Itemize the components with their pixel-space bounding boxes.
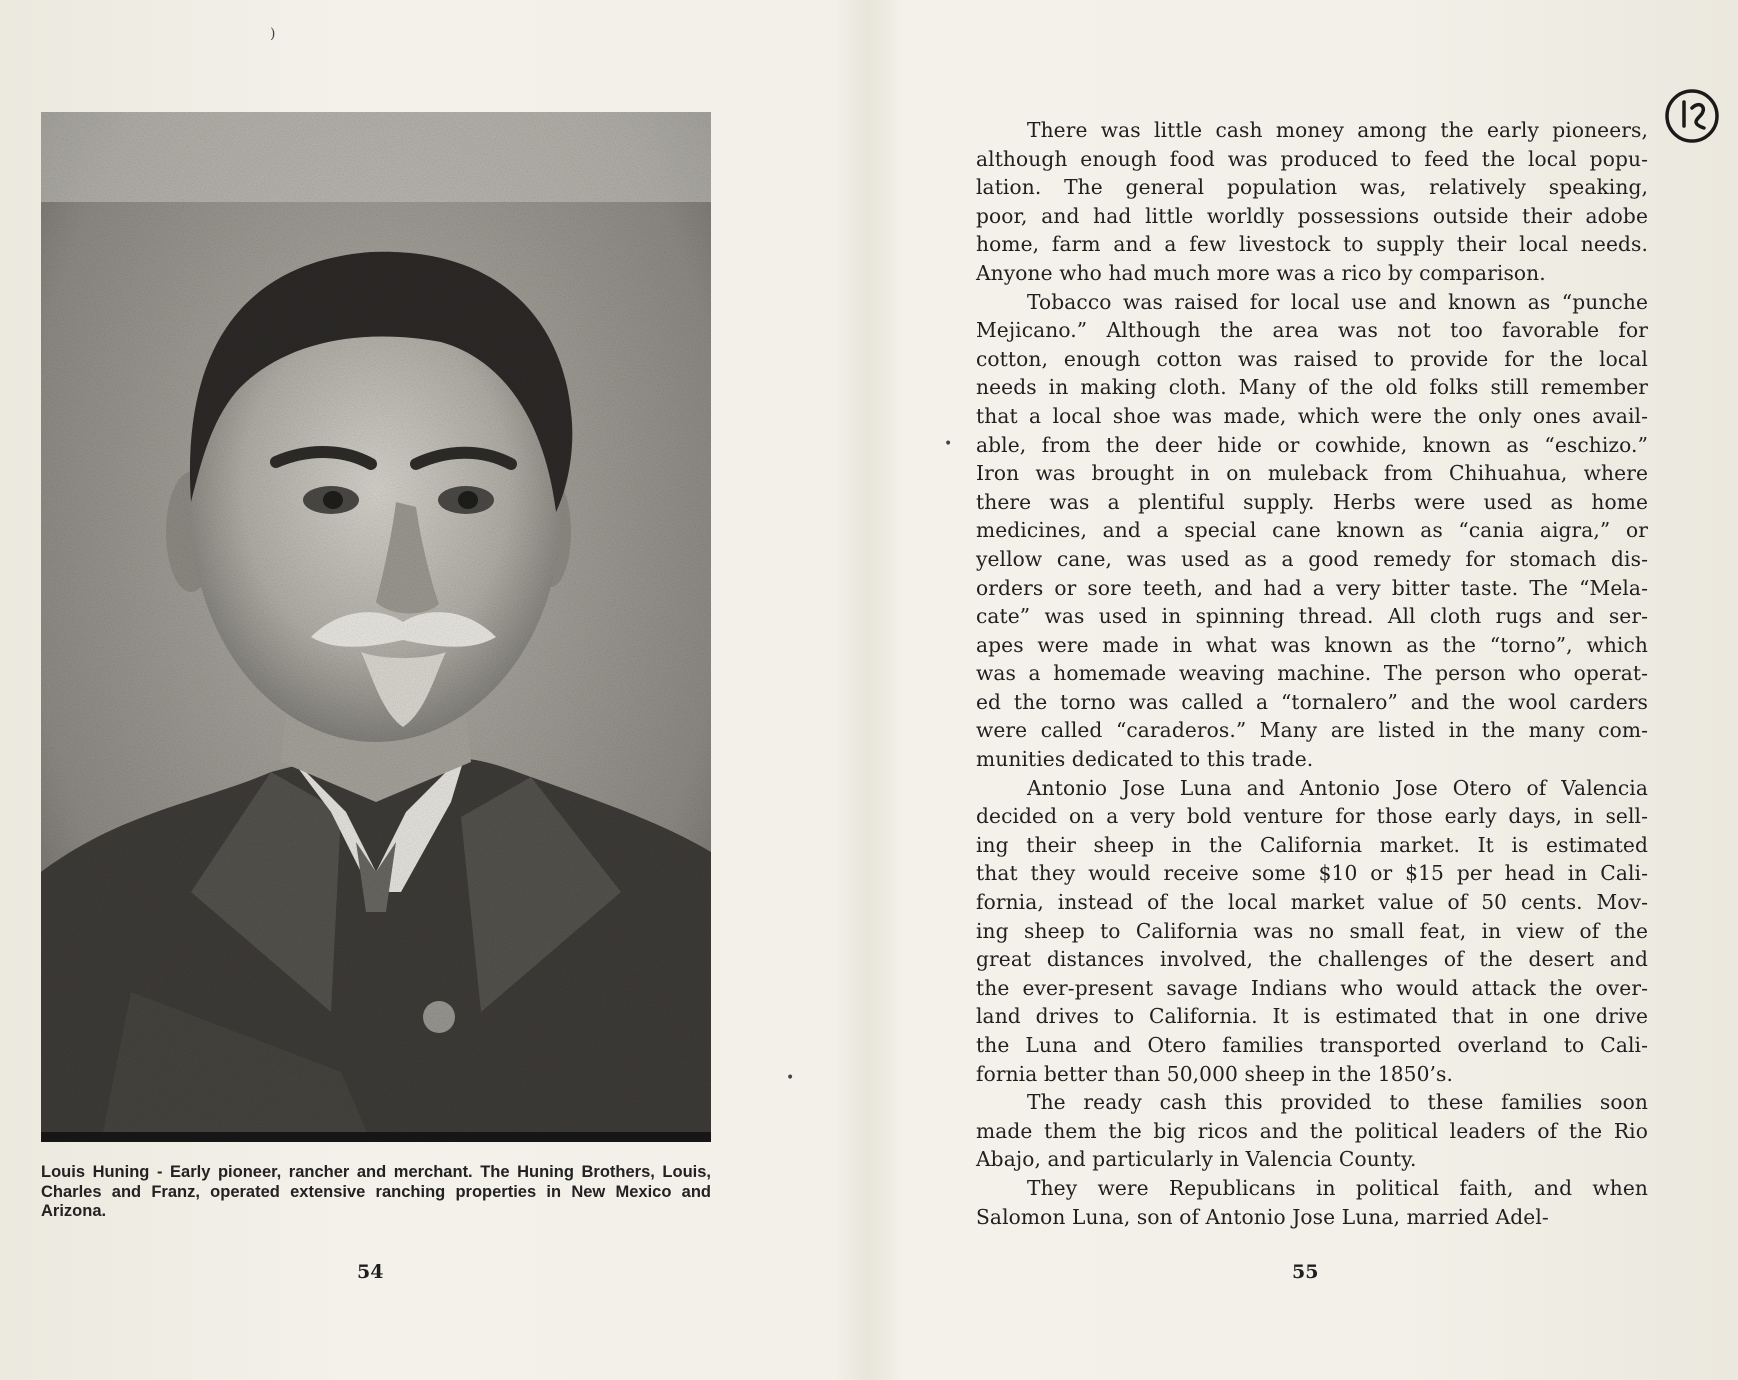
text-line: Mejicano.” Although the area was not too favorable for: [976, 318, 1648, 343]
right-page: [860, 0, 1738, 1380]
text-line: made them the big ricos and the political leaders of the Rio: [976, 1118, 1648, 1143]
text-line: ing their sheep in the California market. It is estimated: [976, 832, 1648, 857]
page-number-right: 55: [1292, 1261, 1319, 1283]
text-line: land drives to California. It is estimated that in one drive: [976, 1004, 1648, 1029]
text-line: Tobacco was raised for local use and known as “punche: [1027, 289, 1648, 314]
stray-dot: ): [270, 26, 276, 42]
text-line: ed the torno was called a “tornalero” and the wool carders: [976, 689, 1648, 714]
text-line: were called “caraderos.” Many are listed in the many com-: [976, 718, 1648, 743]
handwritten-circled-mark: [1662, 86, 1722, 146]
text-line: home, farm and a few livestock to supply their local needs.: [976, 232, 1648, 257]
text-line: medicines, and a special cane known as “cania aigra,” or: [976, 518, 1648, 543]
text-line: the Luna and Otero families transported overland to Cali-: [976, 1033, 1648, 1057]
text-line: Salomon Luna, son of Antonio Jose Luna, married Adel-: [976, 1204, 1549, 1229]
stray-dot: •: [786, 1070, 795, 1086]
text-line: although enough food was produced to feed the local popu-: [976, 146, 1648, 171]
portrait-photo: [41, 112, 711, 1142]
text-line: the ever-present savage Indians who would attack the over-: [976, 975, 1648, 1000]
text-line: There was little cash money among the early pioneers,: [1027, 118, 1648, 142]
text-line: yellow cane, was used as a good remedy for stomach dis-: [976, 546, 1648, 571]
text-line: cate” was used in spinning thread. All cloth rugs and ser-: [976, 604, 1648, 629]
text-line: cotton, enough cotton was raised to provide for the local: [976, 346, 1648, 371]
body-text: [976, 116, 1648, 1231]
text-line: orders or sore teeth, and had a very bitter taste. The “Mela-: [976, 575, 1648, 600]
text-line: that they would receive some $10 or $15 per head in Cali-: [976, 861, 1648, 886]
text-line: lation. The general population was, relatively speaking,: [976, 175, 1648, 200]
left-page: [0, 0, 860, 1380]
text-line: munities dedicated to this trade.: [976, 747, 1314, 772]
text-line: fornia better than 50,000 sheep in the 1850’s.: [976, 1061, 1454, 1086]
text-line: Antonio Jose Luna and Antonio Jose Otero of Valencia: [1027, 775, 1648, 800]
stray-dot: •: [944, 436, 953, 452]
text-line: was a homemade weaving machine. The person who operat-: [976, 661, 1648, 686]
page-number-left: 54: [357, 1261, 384, 1283]
text-line: needs in making cloth. Many of the old folks still remember: [976, 375, 1648, 400]
text-line: apes were made in what was known as the “torno”, which: [976, 632, 1648, 657]
photo-caption: Louis Huning - Early pioneer, rancher and merchant. The Huning Brothers, Louis, Charles and Franz, operated extensive ranching properties in New Mexico and Arizona.: [41, 1163, 711, 1220]
text-line: poor, and had little worldly possessions outside their adobe: [976, 203, 1648, 228]
text-line: They were Republicans in political faith, and when: [1027, 1175, 1648, 1200]
portrait-illustration: [41, 112, 711, 1142]
text-line: fornia, instead of the local market value of 50 cents. Mov-: [976, 890, 1648, 915]
text-line: able, from the deer hide or cowhide, known as “eschizo.”: [976, 432, 1648, 457]
text-line: there was a plentiful supply. Herbs were used as home: [976, 489, 1648, 514]
text-line: decided on a very bold venture for those early days, in sell-: [976, 804, 1648, 829]
text-line: The ready cash this provided to these families soon: [1027, 1090, 1648, 1115]
text-line: Anyone who had much more was a rico by comparison.: [976, 260, 1546, 285]
text-line: that a local shoe was made, which were the only ones avail-: [976, 403, 1648, 428]
text-line: Abajo, and particularly in Valencia County.: [976, 1147, 1417, 1172]
text-line: ing sheep to California was no small feat, in view of the: [976, 918, 1648, 943]
text-line: Iron was brought in on muleback from Chihuahua, where: [976, 461, 1648, 486]
text-line: great distances involved, the challenges of the desert and: [976, 947, 1648, 972]
